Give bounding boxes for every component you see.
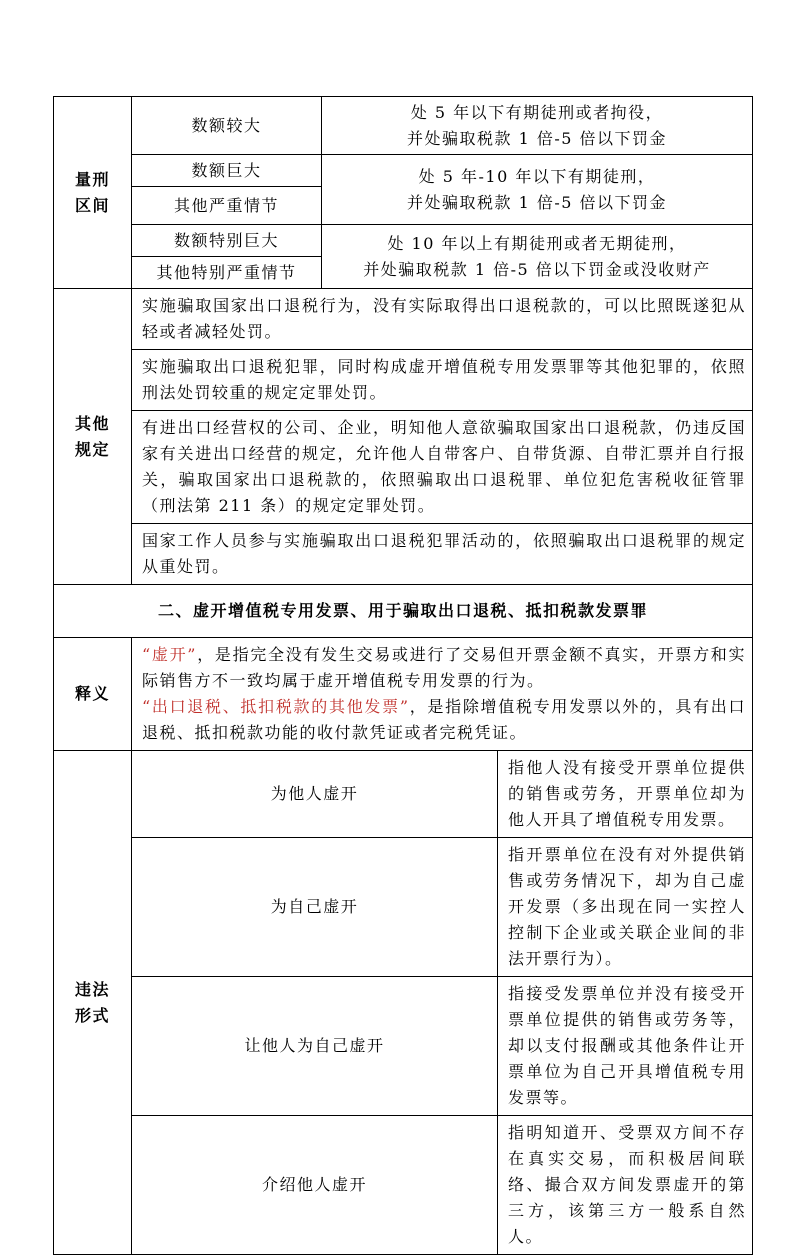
violation-row-3 xyxy=(54,977,753,1116)
violation-row-1 xyxy=(54,751,753,838)
amount-label-serious: 其他严重情节 xyxy=(132,187,322,225)
other-rule-paragraph: 实施骗取国家出口退税行为，没有实际取得出口退税款的，可以比照既遂犯从轻或者减轻处罚。 xyxy=(132,289,753,350)
other-rules-header-line2: 规定 xyxy=(74,439,110,459)
other-rule-paragraph: 国家工作人员参与实施骗取出口退税犯罪活动的，依照骗取出口退税罪的规定从重处罚。 xyxy=(132,524,753,585)
penalty-especially-huge-line1: 处 10 年以上有期徒刑或者无期徒刑， xyxy=(387,233,687,253)
definition-body xyxy=(132,638,753,751)
amount-label-huge: 数额巨大 xyxy=(132,155,322,187)
penalty-especially-huge-line2: 并处骗取税款 1 倍-5 倍以下罚金或没收财产 xyxy=(363,259,711,279)
amount-label-large: 数额较大 xyxy=(132,97,322,155)
sentencing-row-4 xyxy=(54,225,753,257)
violations-header-line2: 形式 xyxy=(74,1005,110,1025)
legal-table xyxy=(53,96,753,1255)
section-two-title: 二、虚开增值税专用发票、用于骗取出口退税、抵扣税款发票罪 xyxy=(54,585,753,638)
other-rules-row-4 xyxy=(54,524,753,585)
penalty-huge-line2: 并处骗取税款 1 倍-5 倍以下罚金 xyxy=(406,192,668,212)
violation-desc: 指接受发票单位并没有接受开票单位提供的销售或劳务等，却以支付报酬或其他条件让开票单位为自己开具增值税专用发票等。 xyxy=(498,977,753,1116)
other-rule-paragraph: 有进出口经营权的公司、企业，明知他人意欲骗取国家出口退税款，仍违反国家有关进出口经营的规定，允许他人自带客户、自带货源、自带汇票并自行报关，骗取国家出口退税款的，依照骗取出口退税罪、单位犯危害税收征管罪（刑法第 211 条）的规定定罪处罚。 xyxy=(132,411,753,524)
violation-label: 为他人虚开 xyxy=(132,751,498,838)
penalty-huge xyxy=(322,155,753,225)
violations-header-line1: 违法 xyxy=(74,979,110,999)
other-rules-row-1 xyxy=(54,289,753,350)
other-rule-paragraph: 实施骗取出口退税犯罪，同时构成虚开增值税专用发票罪等其他犯罪的，依照刑法处罚较重的规定定罪处罚。 xyxy=(132,350,753,411)
other-rules-row-2 xyxy=(54,350,753,411)
violation-desc: 指明知道开、受票双方间不存在真实交易，而积极居间联络、撮合双方间发票虚开的第三方，该第三方一般系自然人。 xyxy=(498,1116,753,1255)
definition-text-1: ，是指完全没有发生交易或进行了交易但开票金额不真实，开票方和实际销售方不一致均属于虚开增值税专用发票的行为。 xyxy=(142,645,746,690)
definition-term-2: “出口退税、抵扣税款的其他发票” xyxy=(142,697,410,716)
violation-row-4 xyxy=(54,1116,753,1255)
definition-para-2 xyxy=(142,694,746,746)
section-two-row xyxy=(54,585,753,638)
violation-label: 介绍他人虚开 xyxy=(132,1116,498,1255)
amount-label-especially-huge: 数额特别巨大 xyxy=(132,225,322,257)
other-rules-row-3 xyxy=(54,411,753,524)
penalty-large-line1: 处 5 年以下有期徒刑或者拘役， xyxy=(410,102,664,122)
violation-label: 让他人为自己虚开 xyxy=(132,977,498,1116)
sentencing-header-line2: 区间 xyxy=(74,195,110,215)
definition-term-1: “虚开” xyxy=(142,645,197,664)
other-rules-header xyxy=(54,289,132,585)
definition-text-2: ，是指除增值税专用发票以外的，具有出口退税、抵扣税款功能的收付款凭证或者完税凭证。 xyxy=(142,697,746,742)
penalty-large xyxy=(322,97,753,155)
penalty-large-line2: 并处骗取税款 1 倍-5 倍以下罚金 xyxy=(406,128,668,148)
definition-header: 释义 xyxy=(54,638,132,751)
penalty-especially-huge xyxy=(322,225,753,289)
violation-desc: 指他人没有接受开票单位提供的销售或劳务，开票单位却为他人开具了增值税专用发票。 xyxy=(498,751,753,838)
violations-header xyxy=(54,751,132,1255)
sentencing-header-line1: 量刑 xyxy=(74,169,110,189)
definition-para-1 xyxy=(142,642,746,694)
violation-row-2 xyxy=(54,838,753,977)
penalty-huge-line1: 处 5 年-10 年以下有期徒刑， xyxy=(418,166,656,186)
other-rules-header-line1: 其他 xyxy=(74,413,110,433)
sentencing-row-1 xyxy=(54,97,753,155)
definition-row xyxy=(54,638,753,751)
sentencing-row-2 xyxy=(54,155,753,187)
amount-label-especially-serious: 其他特别严重情节 xyxy=(132,257,322,289)
sentencing-header xyxy=(54,97,132,289)
violation-label: 为自己虚开 xyxy=(132,838,498,977)
violation-desc: 指开票单位在没有对外提供销售或劳务情况下，却为自己虚开发票（多出现在同一实控人控制下企业或关联企业间的非法开票行为）。 xyxy=(498,838,753,977)
